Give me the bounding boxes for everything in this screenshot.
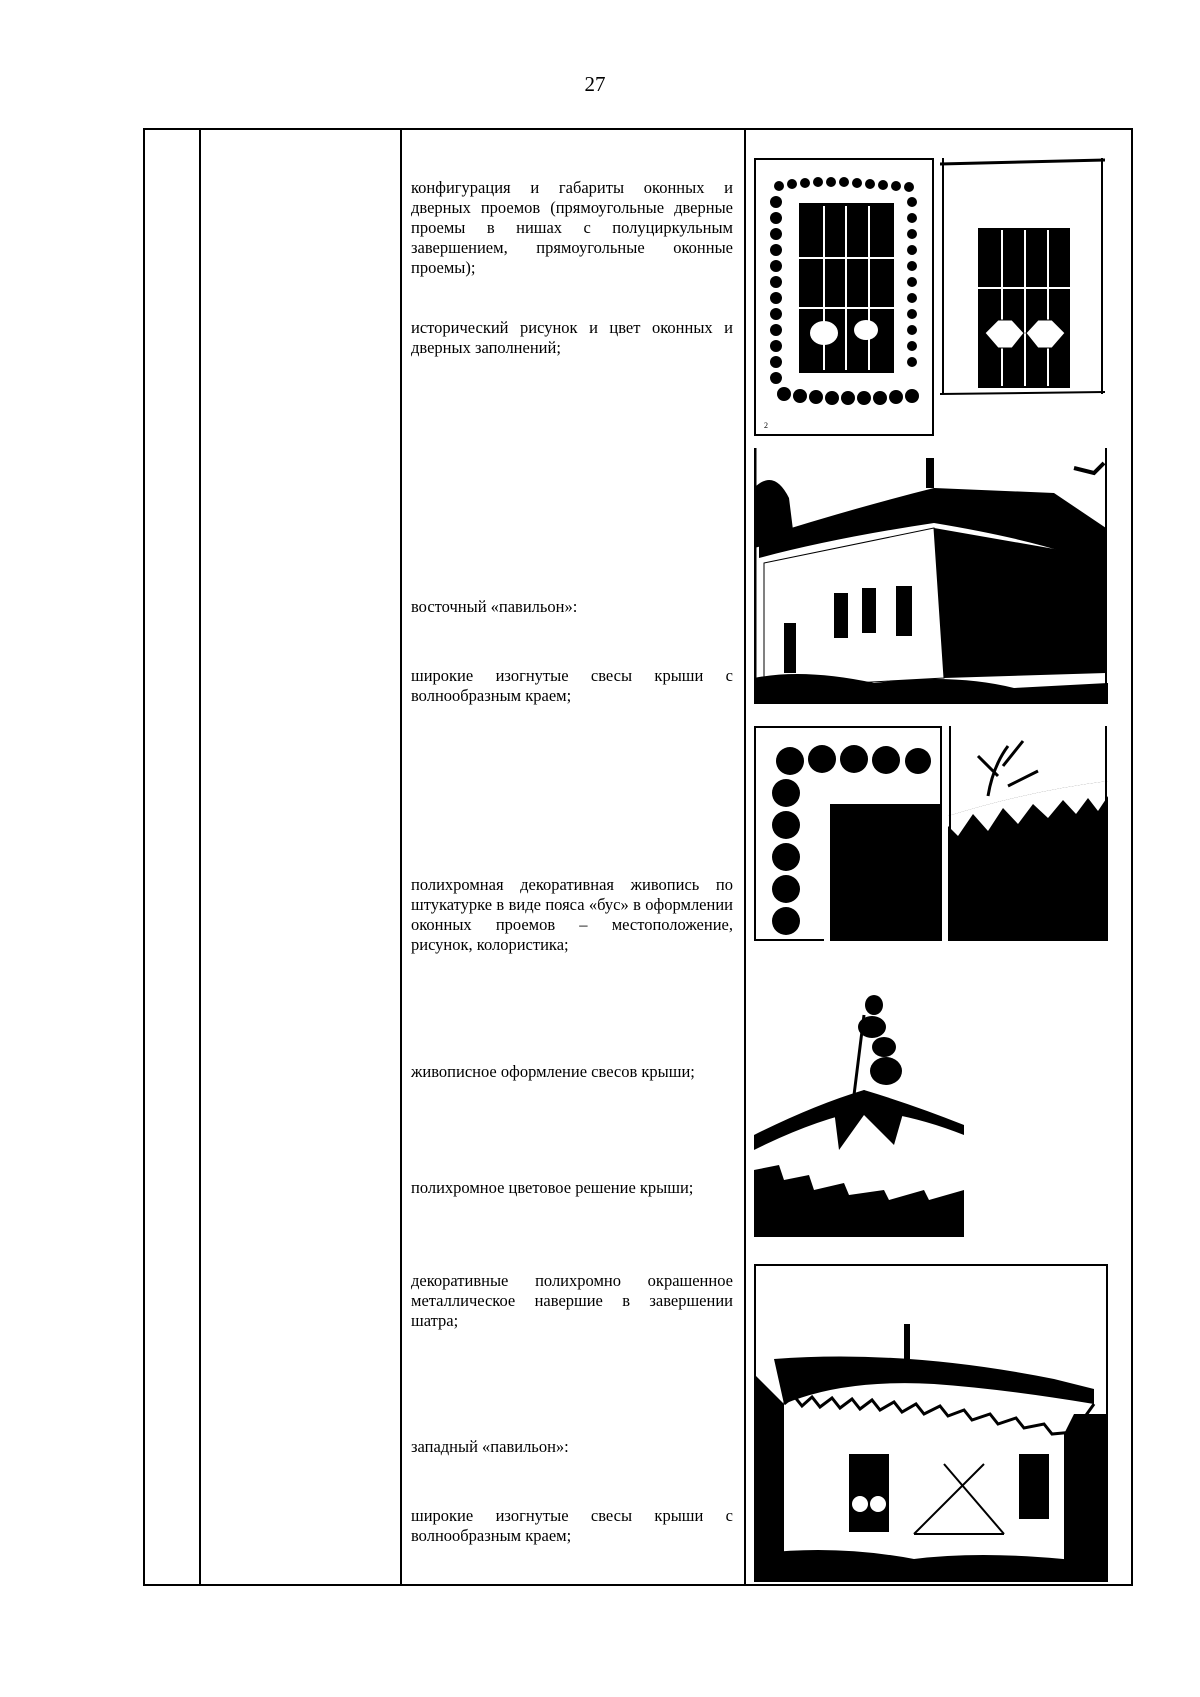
text-roof-color: полихромное цветовое решение крыши; bbox=[411, 1178, 694, 1197]
text-eaves-painting: живописное оформление свесов крыши; bbox=[411, 1062, 695, 1081]
text-window-configuration: конфигурация и габариты оконных и дверных проемов (прямоугольные дверные проемы в нишах с полуциркульным завершением, прямоугольные оконные проемы); bbox=[411, 178, 733, 277]
photo-window-lattice bbox=[940, 158, 1105, 436]
photo-number-label: 2 bbox=[764, 421, 768, 430]
photo-east-pavilion bbox=[754, 448, 1108, 704]
text-east-pavilion: восточный «павильон»: bbox=[411, 597, 578, 616]
photo-eaves-detail bbox=[948, 726, 1108, 941]
photo-west-pavilion bbox=[754, 1264, 1108, 1582]
text-window-fillings: исторический рисунок и цвет оконных и дверных заполнений; bbox=[411, 318, 733, 357]
column-divider-3 bbox=[744, 128, 746, 1586]
photo-roof-finial bbox=[754, 985, 964, 1237]
column-divider-2 bbox=[400, 128, 402, 1586]
text-east-roof-eaves: широкие изогнутые свесы крыши с волнообразным краем; bbox=[411, 666, 733, 705]
page-number: 27 bbox=[584, 72, 606, 96]
photo-bead-band-detail bbox=[754, 726, 942, 941]
text-finial: декоративные полихромно окрашенное металлическое навершие в завершении шатра; bbox=[411, 1271, 733, 1330]
text-bead-painting: полихромная декоративная живопись по штукатурке в виде пояса «бус» в оформлении оконных проемов – местоположение, рисунок, колористика; bbox=[411, 875, 733, 954]
text-west-pavilion: западный «павильон»: bbox=[411, 1437, 569, 1456]
text-west-roof-eaves: широкие изогнутые свесы крыши с волнообразным краем; bbox=[411, 1506, 733, 1545]
column-divider-1 bbox=[199, 128, 201, 1586]
photo-window-beads bbox=[754, 158, 934, 436]
